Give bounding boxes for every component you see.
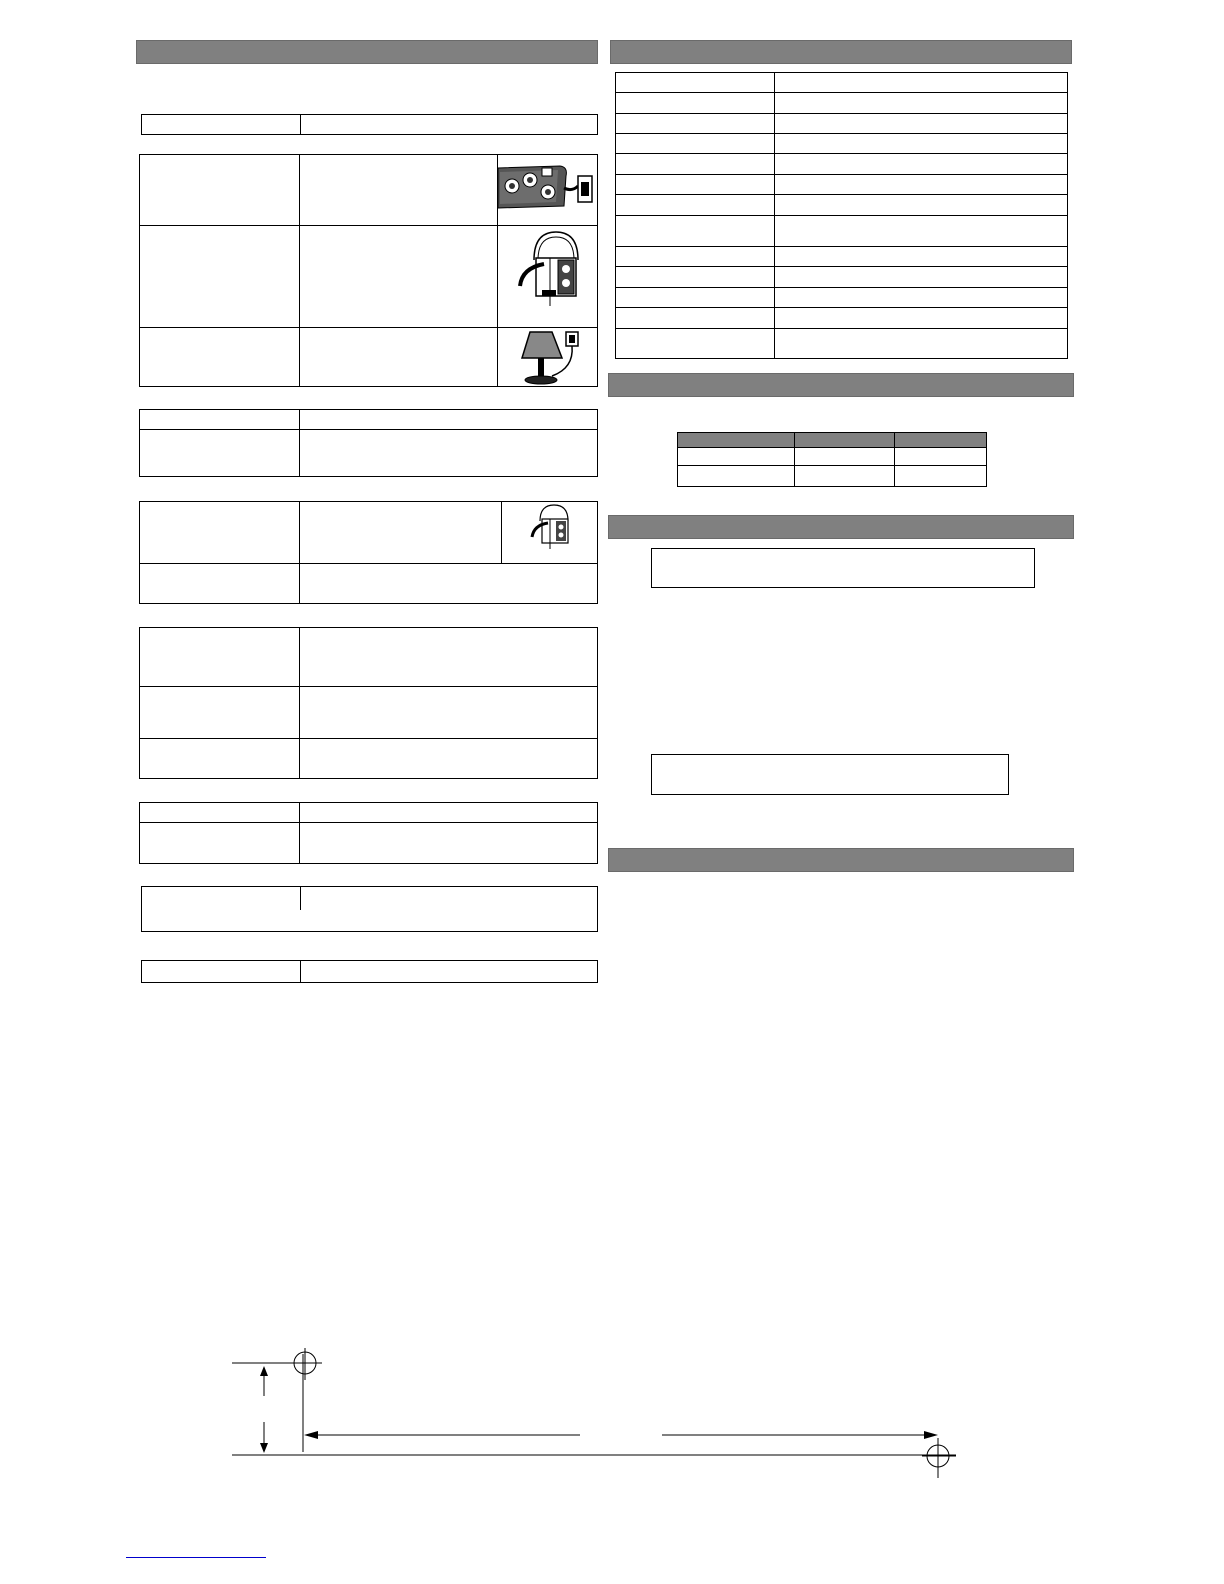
small-table-row-rule: [677, 447, 987, 448]
spec-row-rule: [615, 246, 1068, 247]
left-table-2-row-rule: [139, 225, 598, 226]
spec-row-rule: [615, 328, 1068, 329]
left-table-5-row-rule: [139, 686, 598, 687]
left-table-1: [141, 114, 598, 135]
left-table-4-row-rule: [139, 563, 598, 564]
left-table-4-divider: [299, 501, 300, 604]
table-section-header: [608, 373, 1074, 397]
left-table-7-divider: [300, 886, 301, 910]
registration-crosshair-icon: [290, 1348, 324, 1382]
small-table: [677, 432, 987, 487]
spec-row-rule: [615, 266, 1068, 267]
boxed-section-header: [608, 515, 1074, 539]
small-wall-unit-illustration-icon: [528, 503, 572, 549]
left-table-5: [139, 627, 598, 779]
left-table-4-figure-divider: [501, 501, 502, 563]
spec-row-rule: [615, 174, 1068, 175]
left-table-5-row-rule: [139, 738, 598, 739]
left-table-3: [139, 409, 598, 477]
dimension-arrows-icon: [228, 1340, 968, 1480]
left-table-2-divider: [299, 154, 300, 387]
table-lamp-illustration-icon: [518, 328, 584, 386]
left-table-3-row-rule: [139, 429, 598, 430]
left-table-1-divider: [300, 114, 301, 135]
left-table-6: [139, 802, 598, 864]
left-section-header: [136, 40, 598, 64]
note-box-2: [651, 754, 1009, 795]
left-table-7: [141, 886, 598, 932]
spec-row-rule: [615, 307, 1068, 308]
left-table-8: [141, 960, 598, 983]
spec-row-rule: [615, 92, 1068, 93]
power-strip-illustration-icon: [498, 158, 596, 212]
registration-crosshair-icon: [922, 1440, 956, 1474]
footer-link-rule[interactable]: [126, 1557, 266, 1558]
left-table-8-divider: [300, 960, 301, 983]
small-table-col-divider: [794, 432, 795, 487]
spec-row-rule: [615, 133, 1068, 134]
spec-row-rule: [615, 287, 1068, 288]
small-table-col-divider: [894, 432, 895, 487]
surge-protector-wall-illustration-icon: [514, 230, 584, 310]
note-box-1: [651, 548, 1035, 588]
left-table-5-divider: [299, 627, 300, 779]
spec-row-rule: [615, 215, 1068, 216]
spec-row-rule: [615, 153, 1068, 154]
spec-row-rule: [615, 194, 1068, 195]
spec-row-rule: [615, 113, 1068, 114]
left-table-6-row-rule: [139, 822, 598, 823]
specifications-header: [610, 40, 1072, 64]
left-table-3-divider: [299, 409, 300, 477]
warranty-header: [608, 848, 1074, 872]
small-table-row-rule: [677, 465, 987, 466]
left-table-6-divider: [299, 802, 300, 864]
